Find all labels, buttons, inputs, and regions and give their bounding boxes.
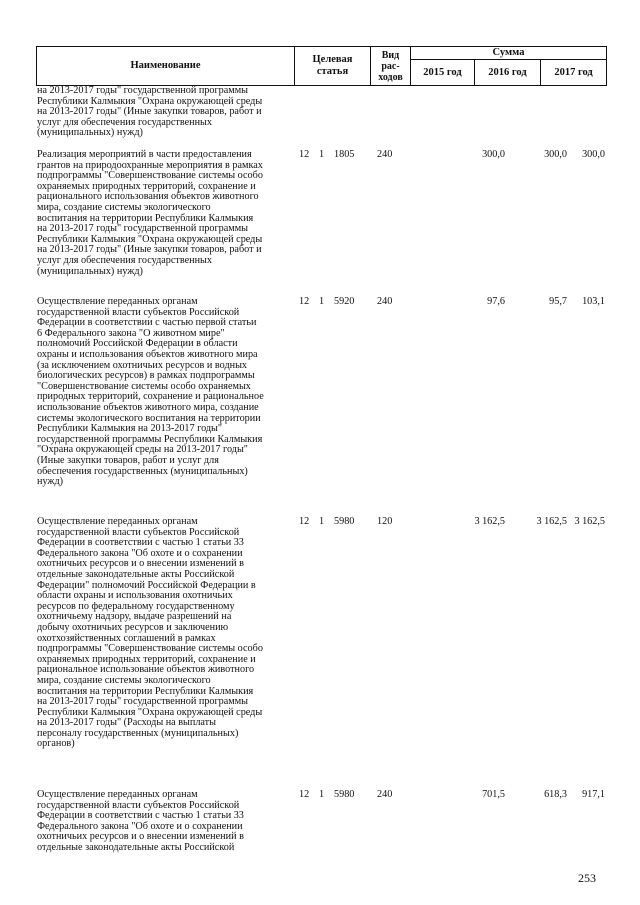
- row-sum-2016: 95,7: [549, 296, 567, 307]
- row-code-1: 12: [299, 789, 310, 800]
- row-code-1: 12: [299, 149, 310, 160]
- row-code-3: 5920: [334, 296, 355, 307]
- row-code-2: 1: [319, 149, 325, 160]
- row-sum-2017: 300,0: [582, 149, 605, 160]
- row-sum-2017: 3 162,5: [574, 516, 605, 527]
- row-name: Осуществление переданных органам государственной власти субъектов Российской Федерации в соответствии с частью 1 статьи 33 Федерального закона "Об охоте и о сохранении охотничьих ресурсов и о внесении изменений в отдельные законодательные акты Российской: [37, 789, 244, 853]
- row-sum-2016: 3 162,5: [536, 516, 567, 527]
- header-sum: Сумма: [411, 47, 607, 60]
- row-sum-2016: 618,3: [544, 789, 567, 800]
- header-2017: 2017 год: [541, 60, 607, 86]
- row-code-3: 5980: [334, 789, 355, 800]
- row-code-3: 1805: [334, 149, 355, 160]
- header-2015: 2015 год: [411, 60, 475, 86]
- row-sum-2015: 97,6: [487, 296, 505, 307]
- row-sum-2017: 917,1: [582, 789, 605, 800]
- row-code-2: 1: [319, 516, 325, 527]
- header-name: Наименование: [37, 47, 295, 86]
- row-name: Осуществление переданных органам государственной власти субъектов Российской Федерации в соответствии с частью 1 статьи 33 Федерального закона "Об охоте и о сохранении охотничьих ресурсов и о внесении изменений в отдельные законодательные акты Российской Федерации" полномочий Российской Федерации в области охраны и использования охотничьих ресурсов по федеральному государственному охотничьему надзору, выдаче разрешений на добычу охотничьих ресурсов и заключению охотхозяйственных соглашений в рамках подпрограммы "Совершенствование системы особо охраняемых природных территорий, сохранение и рациональное использование объектов животного мира, создание системы экологического воспитания на территории Республики Калмыкия на 2013-2017 годы" государственной программы Республики Калмыкия "Охрана окружающей среды на 2013-2017 годы" (Расходы на выплаты персоналу государственных (муниципальных) органов): [37, 516, 263, 750]
- header-target-article-text: Целевая статья: [312, 54, 353, 77]
- row-sum-2017: 103,1: [582, 296, 605, 307]
- row-name: Осуществление переданных органам государственной власти субъектов Российской Федерации в соответствии с частью первой статьи 6 Федерального закона "О животном мире" полномочий Российской Федерации в области охраны и использования объектов животного мира (за исключением охотничьих ресурсов и водных биологических ресурсов) в рамках подпрограммы "Совершенствование системы особо охраняемых природных территорий, сохранение и рациональное использование объектов животного мира, создание системы экологического воспитания на территории Республики Калмыкия на 2013-2017 годы" государственной программы Республики Калмыкия "Охрана окружающей среды на 2013-2017 годы" (Иные закупки товаров, работ и услуг для обеспечения государственных (муниципальных) нужд): [37, 296, 264, 488]
- header-expense-type: [371, 47, 411, 86]
- row-code-1: 12: [299, 516, 310, 527]
- row-expense-type: 240: [377, 789, 393, 800]
- row-name: на 2013-2017 годы" государственной программы Республики Калмыкия "Охрана окружающей среды на 2013-2017 годы" (Иные закупки товаров, работ и услуг для обеспечения государственных (муниципальных) нужд): [37, 85, 263, 139]
- row-expense-type: 240: [377, 149, 393, 160]
- row-code-2: 1: [319, 789, 325, 800]
- row-code-3: 5980: [334, 516, 355, 527]
- row-sum-2015: 300,0: [482, 149, 505, 160]
- header-target-article: [295, 47, 371, 86]
- row-code-2: 1: [319, 296, 325, 307]
- row-code-1: 12: [299, 296, 310, 307]
- row-name: Реализация мероприятий в части предоставления грантов на природоохранные мероприятия в рамках подпрограммы "Совершенствование системы особо охраняемых природных территорий, сохранение и рационального использования объектов животного мира, создание системы экологического воспитания на территории Республики Калмыкия на 2013-2017 годы" государственной программы Республики Калмыкия "Охрана окружающей среды на 2013-2017 годы" (Иные закупки товаров, работ и услуг для обеспечения государственных (муниципальных) нужд): [37, 149, 263, 277]
- header-2016: 2016 год: [475, 60, 541, 86]
- row-sum-2015: 701,5: [482, 789, 505, 800]
- row-sum-2016: 300,0: [544, 149, 567, 160]
- header-expense-type-text: Вид рас-ходов: [378, 49, 403, 83]
- row-expense-type: 240: [377, 296, 393, 307]
- row-sum-2015: 3 162,5: [474, 516, 505, 527]
- table-header: [36, 46, 607, 86]
- page-number: 253: [578, 871, 596, 885]
- row-expense-type: 120: [377, 516, 393, 527]
